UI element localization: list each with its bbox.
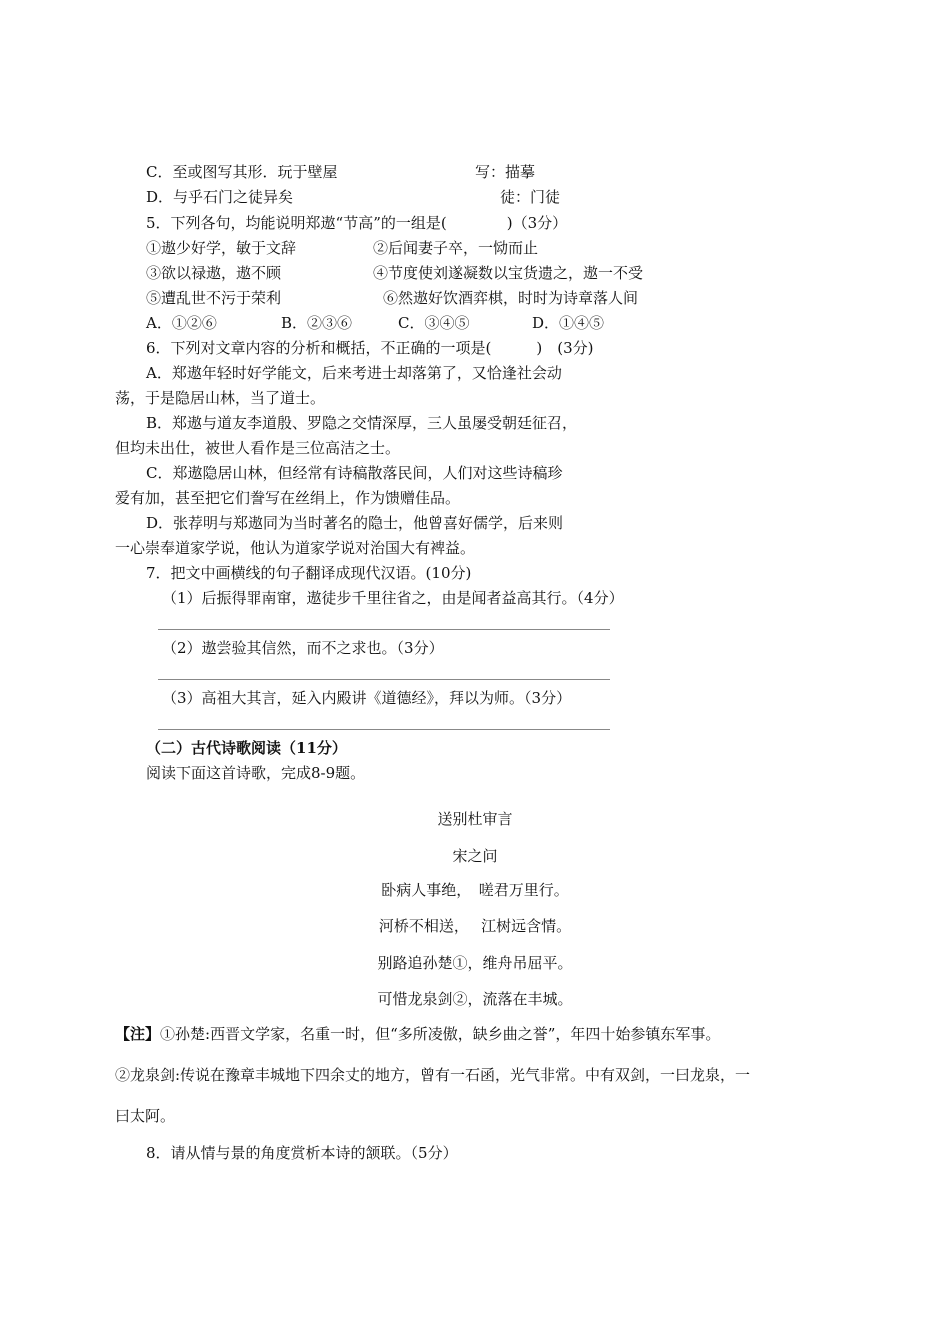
q6-option-a-line2: 荡，于是隐居山林，当了道士。 — [115, 389, 326, 407]
q5-stem: 5．下列各句，均能说明郑遨“节高”的一组是( )（3分） — [146, 214, 568, 232]
notes-line-1 — [115, 1024, 720, 1044]
note-1: ①孙楚:西晋文学家，名重一时，但“多所凌傲，缺乡曲之誉”，年四十始参镇东军事。 — [160, 1025, 721, 1043]
q6-option-a-line1: A．郑遨年轻时好学能文，后来考进士却落第了，又恰逢社会动 — [146, 364, 562, 382]
poem-title: 送别杜审言 — [437, 810, 513, 828]
q4-option-c-gloss: 写：描摹 — [475, 163, 536, 181]
q6-option-d-line2: 一心崇奉道家学说，他认为道家学说对治国大有裨益。 — [115, 539, 476, 557]
note-2-continued: 曰太阿。 — [115, 1107, 176, 1125]
q4-option-c: C．至或图写其形．玩于壁屋 — [146, 163, 338, 181]
q8-stem: 8．请从情与景的角度赏析本诗的颔联。（5分） — [146, 1144, 458, 1162]
q7-sentence-2: （2）遨尝验其信然，而不之求也。（3分） — [162, 639, 444, 657]
poem-line-4: 可惜龙泉剑②，流落在丰城。 — [377, 990, 573, 1008]
answer-line-3 — [158, 729, 610, 730]
q6-option-c-line1: C．郑遨隐居山林，但经常有诗稿散落民间，人们对这些诗稿珍 — [146, 464, 563, 482]
answer-line-2 — [158, 679, 610, 680]
q5-item-3: ③欲以禄遨，遨不顾 — [146, 264, 282, 282]
q6-option-c-line2: 爱有加，甚至把它们誊写在丝绢上，作为馈赠佳品。 — [115, 489, 461, 507]
section-heading: （二）古代诗歌阅读（11分） — [146, 739, 347, 757]
q7-sentence-1: （1）后振得罪南窜，遨徒步千里往省之，由是闻者益高其行。（4分） — [162, 589, 624, 607]
q5-item-2: ②后闻妻子卒，一恸而止 — [373, 239, 539, 257]
section-instruction: 阅读下面这首诗歌，完成8-9题。 — [146, 764, 366, 782]
q5-choice-a: A．①②⑥ — [146, 314, 217, 332]
q4-option-d: D．与乎石门之徒异矣 — [146, 188, 294, 206]
q6-stem: 6．下列对文章内容的分析和概括，不正确的一项是( ) (3分) — [146, 339, 594, 357]
q7-stem: 7．把文中画横线的句子翻译成现代汉语。(10分) — [146, 564, 472, 582]
q5-item-1: ①遨少好学，敏于文辞 — [146, 239, 297, 257]
q5-choice-d: D．①④⑤ — [532, 314, 605, 332]
q7-sentence-3: （3）高祖大其言，延入内殿讲《道德经》，拜以为师。（3分） — [162, 689, 572, 707]
q4-option-d-gloss: 徒：门徒 — [500, 188, 561, 206]
poem-line-2: 河桥不相送， 江树远含情。 — [378, 917, 572, 935]
poem-line-1: 卧病人事绝， 嗟君万里行。 — [381, 881, 569, 899]
q5-item-5: ⑤遭乱世不污于荣利 — [146, 289, 282, 307]
q5-item-4: ④节度使刘遂凝数以宝货遗之，遨一不受 — [373, 264, 644, 282]
note-2: ②龙泉剑:传说在豫章丰城地下四余丈的地方，曾有一石函，光气非常。中有双剑，一曰龙泉，一 — [115, 1066, 751, 1084]
q6-option-d-line1: D．张荐明与郑遨同为当时著名的隐士，他曾喜好儒学，后来则 — [146, 514, 564, 532]
answer-line-1 — [158, 629, 610, 630]
q5-item-6: ⑥然遨好饮酒弈棋，时时为诗章落人间 — [383, 289, 639, 307]
q6-option-b-line1: B．郑遨与道友李道殷、罗隐之交情深厚，三人虽屡受朝廷征召， — [146, 414, 578, 432]
poem-line-3: 别路追孙楚①，维舟吊屈平。 — [377, 954, 573, 972]
q6-option-b-line2: 但均未出仕，被世人看作是三位高洁之士。 — [115, 439, 401, 457]
notes-label: 【注】 — [115, 1025, 161, 1043]
q5-choice-b: B．②③⑥ — [281, 314, 353, 332]
q5-choice-c: C．③④⑤ — [398, 314, 470, 332]
poem-author: 宋之问 — [452, 847, 498, 865]
